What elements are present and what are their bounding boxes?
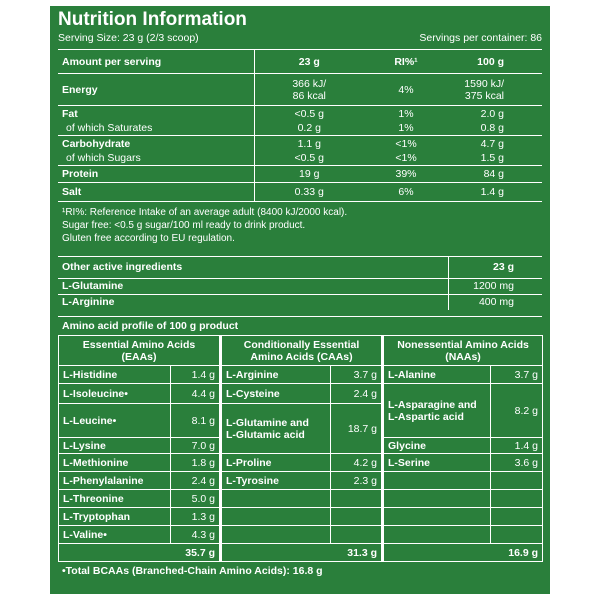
amino-name: L-Serine	[383, 454, 491, 472]
amino-value	[331, 526, 383, 544]
amino-header-row	[59, 336, 543, 366]
other-amount-header: 23 g	[448, 256, 542, 278]
amino-name: L-Leucine•	[59, 404, 171, 438]
nutrition-row	[58, 136, 542, 152]
amino-name: L-Methionine	[59, 454, 171, 472]
serving-row	[58, 32, 542, 45]
amino-totals-row	[59, 544, 543, 562]
amino-name: Glycine	[383, 438, 491, 454]
nutrition-panel	[50, 6, 550, 594]
nutrient-per-100g: 4.7 g	[448, 136, 542, 152]
nutrient-name: of which Sugars	[58, 152, 254, 166]
nutrient-per-serving: 0.2 g	[297, 122, 321, 135]
amino-value	[491, 508, 543, 526]
note-ri: ¹RI%: Reference Intake of an average adult (8400 kJ/2000 kcal).	[62, 206, 348, 218]
nutrition-row	[58, 183, 542, 201]
nutrient-per-serving: 0.33 g	[254, 183, 364, 201]
nutrient-name: Protein	[58, 166, 254, 183]
amino-value: 5.0 g	[171, 490, 221, 508]
note-gluten: Gluten free according to EU regulation.	[62, 232, 235, 244]
amino-value	[331, 508, 383, 526]
nutrition-header: 23 g	[254, 50, 364, 74]
amino-group-header: Conditionally Essential Amino Acids (CAAs)	[221, 336, 383, 366]
amino-value: 4.4 g	[171, 384, 221, 404]
amino-name: L-Alanine	[383, 366, 491, 384]
note-sugar: Sugar free: <0.5 g sugar/100 ml ready to drink product.	[62, 219, 306, 231]
amino-value: 1.8 g	[171, 454, 221, 472]
nutrient-per-serving: 1.1 g	[254, 136, 364, 152]
amino-total: 16.9 g	[383, 544, 543, 562]
amino-name	[383, 508, 491, 526]
nutrient-name: of which Saturates	[58, 122, 254, 136]
amino-name	[221, 490, 331, 508]
amino-value: 4.2 g	[331, 454, 383, 472]
nutrient-ri: 39%	[364, 166, 448, 183]
amino-name: L-Threonine	[59, 490, 171, 508]
amino-name	[221, 508, 331, 526]
other-value: 1200 mg	[448, 278, 542, 294]
nutrient-per-serving: <0.5 g	[294, 152, 324, 165]
amino-name: L-Phenylalanine	[59, 472, 171, 490]
amino-value: 1.4 g	[171, 366, 221, 384]
amino-name: L-Asparagine and L-Aspartic acid	[383, 384, 491, 438]
nutrient-ri: <1%	[364, 136, 448, 152]
nutrition-table	[58, 49, 542, 201]
nutrient-per-100g: 0.8 g	[480, 122, 504, 135]
servings-per-container: Servings per container: 86	[419, 32, 542, 44]
amino-value: 1.3 g	[171, 508, 221, 526]
nutrition-header: Amount per serving	[58, 50, 254, 74]
amino-value	[491, 490, 543, 508]
nutrition-header-row	[58, 50, 542, 74]
amino-row	[59, 526, 543, 544]
amino-name: L-Histidine	[59, 366, 171, 384]
nutrient-ri: 1%	[398, 122, 414, 135]
nutrition-row	[58, 106, 542, 122]
amino-name	[383, 490, 491, 508]
nutrient-per-100g: 1.4 g	[448, 183, 542, 201]
amino-title: Amino acid profile of 100 g product	[58, 316, 542, 335]
amino-value: 2.4 g	[171, 472, 221, 490]
nutrition-row	[58, 74, 542, 106]
serving-size: Serving Size: 23 g (2/3 scoop)	[58, 32, 199, 44]
amino-name: L-Valine•	[59, 526, 171, 544]
amino-name	[383, 472, 491, 490]
amino-value: 3.6 g	[491, 454, 543, 472]
nutrient-per-100g: 1.5 g	[480, 152, 504, 165]
nutrient-ri: 6%	[364, 183, 448, 201]
nutrient-per-serving: 366 kJ/ 86 kcal	[254, 74, 364, 106]
amino-name: L-Glutamine and L-Glutamic acid	[221, 404, 331, 454]
amino-name: L-Tryptophan	[59, 508, 171, 526]
nutrient-per-100g: 2.0 g	[448, 106, 542, 122]
page-title: Nutrition Information	[58, 9, 247, 30]
amino-row	[59, 454, 543, 472]
amino-value	[331, 490, 383, 508]
amino-total: 35.7 g	[59, 544, 221, 562]
amino-name: L-Proline	[221, 454, 331, 472]
amino-row	[59, 366, 543, 384]
amino-value: 2.4 g	[331, 384, 383, 404]
amino-value: 1.4 g	[491, 438, 543, 454]
nutrition-row	[58, 166, 542, 183]
nutrient-ri: 4%	[364, 74, 448, 106]
amino-row	[59, 384, 543, 404]
notes	[58, 201, 542, 248]
amino-name: L-Cysteine	[221, 384, 331, 404]
amino-value	[491, 472, 543, 490]
nutrient-per-100g: 1590 kJ/ 375 kcal	[448, 74, 542, 106]
amino-value: 18.7 g	[331, 404, 383, 454]
nutrition-row	[58, 122, 542, 136]
nutrient-per-100g: 84 g	[448, 166, 542, 183]
amino-name	[221, 526, 331, 544]
nutrient-ri: 1%	[364, 106, 448, 122]
amino-value: 3.7 g	[331, 366, 383, 384]
amino-group-header: Nonessential Amino Acids (NAAs)	[383, 336, 543, 366]
amino-name: L-Arginine	[221, 366, 331, 384]
other-ingredients-table	[58, 256, 542, 311]
nutrient-name: Fat	[58, 106, 254, 122]
nutrition-header: 100 g	[448, 50, 542, 74]
amino-value: 8.2 g	[491, 384, 543, 438]
other-header: Other active ingredients	[58, 256, 448, 278]
amino-value: 2.3 g	[331, 472, 383, 490]
amino-row	[59, 508, 543, 526]
amino-row	[59, 490, 543, 508]
amino-value: 7.0 g	[171, 438, 221, 454]
amino-name: L-Isoleucine•	[59, 384, 171, 404]
amino-value	[491, 526, 543, 544]
amino-value: 3.7 g	[491, 366, 543, 384]
nutrient-name: Salt	[58, 183, 254, 201]
nutrient-per-serving: 19 g	[254, 166, 364, 183]
nutrient-name: Carbohydrate	[58, 136, 254, 152]
nutrient-per-serving: <0.5 g	[254, 106, 364, 122]
other-value: 400 mg	[448, 294, 542, 310]
amino-name: L-Tyrosine	[221, 472, 331, 490]
amino-table	[58, 335, 543, 562]
amino-name	[383, 526, 491, 544]
nutrient-name: Energy	[58, 74, 254, 106]
amino-total: 31.3 g	[221, 544, 383, 562]
other-name: L-Arginine	[58, 294, 448, 310]
other-name: L-Glutamine	[58, 278, 448, 294]
bcaa-footnote: •Total BCAAs (Branched-Chain Amino Acids): 16.8 g	[62, 565, 323, 577]
nutrition-row	[58, 152, 542, 166]
amino-group-header: Essential Amino Acids (EAAs)	[59, 336, 221, 366]
amino-row	[59, 472, 543, 490]
amino-value: 4.3 g	[171, 526, 221, 544]
nutrient-ri: <1%	[395, 152, 417, 165]
nutrition-header: RI%¹	[364, 50, 448, 74]
amino-name: L-Lysine	[59, 438, 171, 454]
amino-value: 8.1 g	[171, 404, 221, 438]
